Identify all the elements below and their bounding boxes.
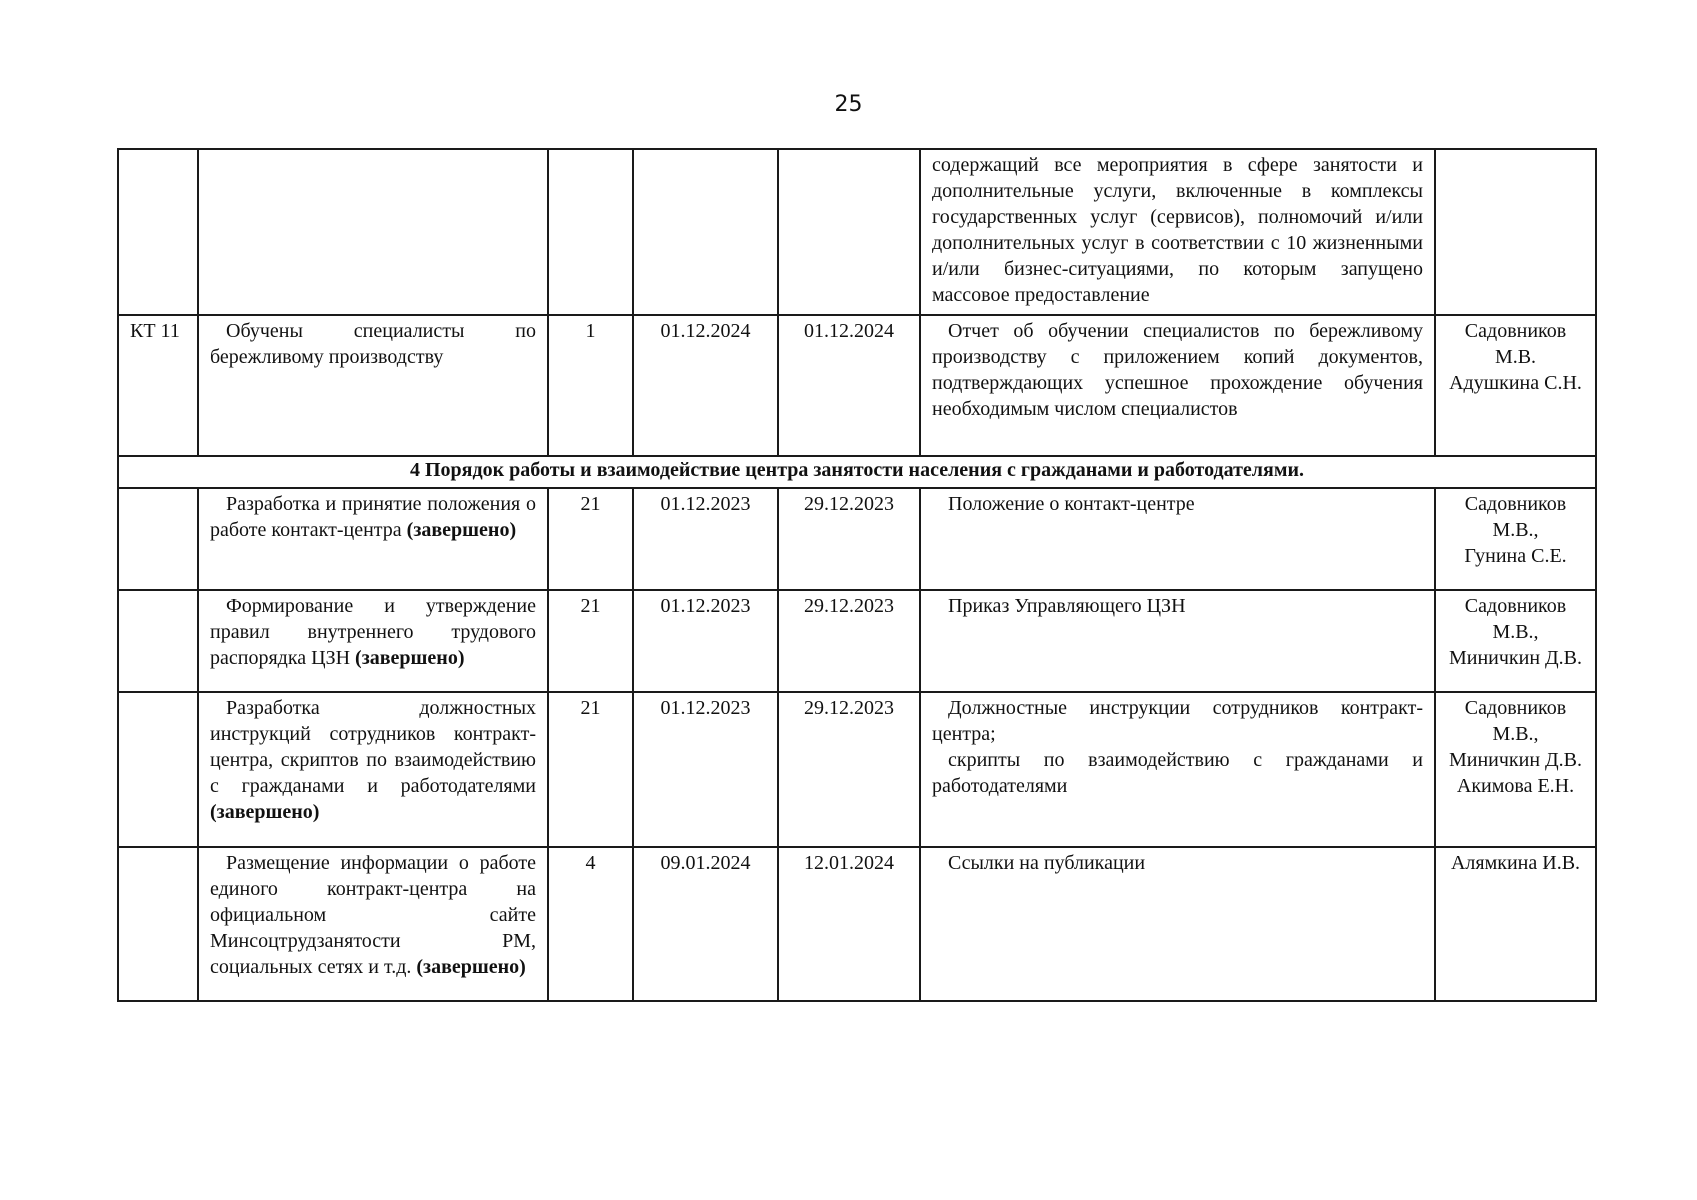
result-cell [920, 847, 1435, 1001]
result-text [932, 850, 1423, 876]
checkpoint-code-cell [118, 847, 198, 1001]
end-date-cell [778, 847, 920, 1001]
result-cell [920, 590, 1435, 692]
checkpoint-code-cell [118, 590, 198, 692]
start-date: 09.01.2024 [660, 852, 751, 874]
responsible-cell [1435, 488, 1596, 590]
count-value: 1 [585, 320, 596, 342]
count-value: 21 [580, 697, 601, 719]
count-value: 21 [580, 493, 601, 515]
result-text-line: Приказ Управляющего ЦЗН [948, 595, 1186, 617]
result-text [932, 318, 1423, 422]
responsible-name: Адушкина С.Н. [1449, 372, 1582, 394]
count-cell [548, 847, 633, 1001]
responsible-name: М.В. [1494, 346, 1537, 368]
start-date: 01.12.2023 [660, 493, 751, 515]
task-status: (завершено) [406, 519, 517, 541]
table-row [118, 149, 1596, 315]
result-text [932, 747, 1423, 799]
count-cell [548, 488, 633, 590]
count-cell [548, 149, 633, 315]
responsible-name: Миничкин Д.В. [1448, 749, 1583, 771]
result-text [932, 695, 1423, 747]
result-text [932, 152, 1423, 308]
responsible-name: Гунина С.Е. [1464, 545, 1567, 567]
responsible-name: М.В., [1492, 519, 1539, 541]
task-title: Обучены специалисты по бережливому производству [210, 320, 536, 368]
task-title-cell [198, 315, 548, 456]
responsible-name: Миничкин Д.В. [1448, 647, 1583, 669]
start-date: 01.12.2023 [660, 595, 751, 617]
task-status: (завершено) [416, 956, 526, 978]
responsible-cell [1435, 847, 1596, 1001]
table-row [118, 315, 1596, 456]
responsible-name: Садовников [1464, 595, 1567, 617]
task-status: (завершено) [355, 647, 465, 669]
start-date-cell [633, 315, 778, 456]
result-cell [920, 488, 1435, 590]
end-date-cell [778, 590, 920, 692]
checkpoint-code-cell [118, 315, 198, 456]
responsible-name: Акимова Е.Н. [1456, 775, 1575, 797]
table-row [118, 488, 1596, 590]
responsible-cell [1435, 692, 1596, 847]
task-title-cell [198, 847, 548, 1001]
result-cell [920, 315, 1435, 456]
table-row [118, 692, 1596, 847]
page-number: 25 [834, 92, 863, 117]
start-date: 01.12.2023 [660, 697, 751, 719]
task-title-cell [198, 590, 548, 692]
table-row [118, 590, 1596, 692]
checkpoint-code: КТ 11 [130, 320, 180, 342]
table-row [118, 847, 1596, 1001]
responsible-name: Алямкина И.В. [1450, 852, 1581, 874]
responsible-name: М.В., [1492, 621, 1539, 643]
start-date-cell [633, 149, 778, 315]
result-text [932, 491, 1423, 517]
result-text [932, 593, 1423, 619]
start-date-cell [633, 590, 778, 692]
count-value: 21 [580, 595, 601, 617]
end-date-cell [778, 488, 920, 590]
task-title: Разработка должностных инструкций сотрудников контракт-центра, скриптов по взаимодействию с гражданами и работодателями [210, 697, 536, 797]
count-cell [548, 692, 633, 847]
checkpoint-code-cell [118, 488, 198, 590]
end-date-cell [778, 149, 920, 315]
task-title: Формирование и утверждение правил внутреннего трудового распорядка ЦЗН [210, 595, 536, 669]
result-cell [920, 149, 1435, 315]
end-date: 29.12.2023 [804, 697, 894, 719]
task-title-cell [198, 692, 548, 847]
responsible-name: Садовников [1464, 493, 1567, 515]
result-cell [920, 692, 1435, 847]
end-date: 12.01.2024 [804, 852, 894, 874]
section-heading: 4 Порядок работы и взаимодействие центра занятости населения с гражданами и работодателями. [118, 456, 1596, 488]
result-text-line: Ссылки на публикации [948, 852, 1146, 874]
result-text-line: Должностные инструкции сотрудников контракт-центра; [932, 697, 1423, 745]
responsible-name: Садовников [1464, 320, 1567, 342]
responsible-cell [1435, 149, 1596, 315]
result-text-line: скрипты по взаимодействию с гражданами и работодателями [932, 749, 1423, 797]
result-text-line: содержащий все мероприятия в сфере занятости и дополнительные услуги, включенные в комплексы государственных услуг (сервисов), полномочий и/или дополнительных услуг в соответствии с 10 жизненными и/или бизнес-ситуациями, по которым запущено массовое предоставление [932, 154, 1423, 306]
task-title: Разработка и принятие положения о работе контакт-центра [210, 493, 536, 541]
count-cell [548, 315, 633, 456]
responsible-name: Садовников [1464, 697, 1567, 719]
end-date: 01.12.2024 [804, 320, 894, 342]
start-date-cell [633, 847, 778, 1001]
responsible-cell [1435, 590, 1596, 692]
checkpoint-code-cell [118, 149, 198, 315]
section-heading-row [118, 456, 1596, 488]
start-date: 01.12.2024 [660, 320, 751, 342]
checkpoint-code-cell [118, 692, 198, 847]
result-text-line: Отчет об обучении специалистов по бережливому производству с приложением копий документов, подтверждающих успешное прохождение обучения необходимым числом специалистов [932, 320, 1423, 420]
responsible-cell [1435, 315, 1596, 456]
result-text-line: Положение о контакт-центре [948, 493, 1195, 515]
end-date-cell [778, 315, 920, 456]
plan-table [117, 148, 1597, 1002]
end-date-cell [778, 692, 920, 847]
start-date-cell [633, 692, 778, 847]
responsible-name: М.В., [1492, 723, 1539, 745]
task-title-cell [198, 488, 548, 590]
end-date: 29.12.2023 [804, 493, 894, 515]
count-cell [548, 590, 633, 692]
start-date-cell [633, 488, 778, 590]
end-date: 29.12.2023 [804, 595, 894, 617]
task-title: Размещение информации о работе единого контракт-центра на официальном сайте Минсоцтрудзанятости РМ, социальных сетях и т.д. [210, 852, 536, 978]
task-status: (завершено) [210, 801, 320, 823]
count-value: 4 [585, 852, 596, 874]
task-title-cell [198, 149, 548, 315]
